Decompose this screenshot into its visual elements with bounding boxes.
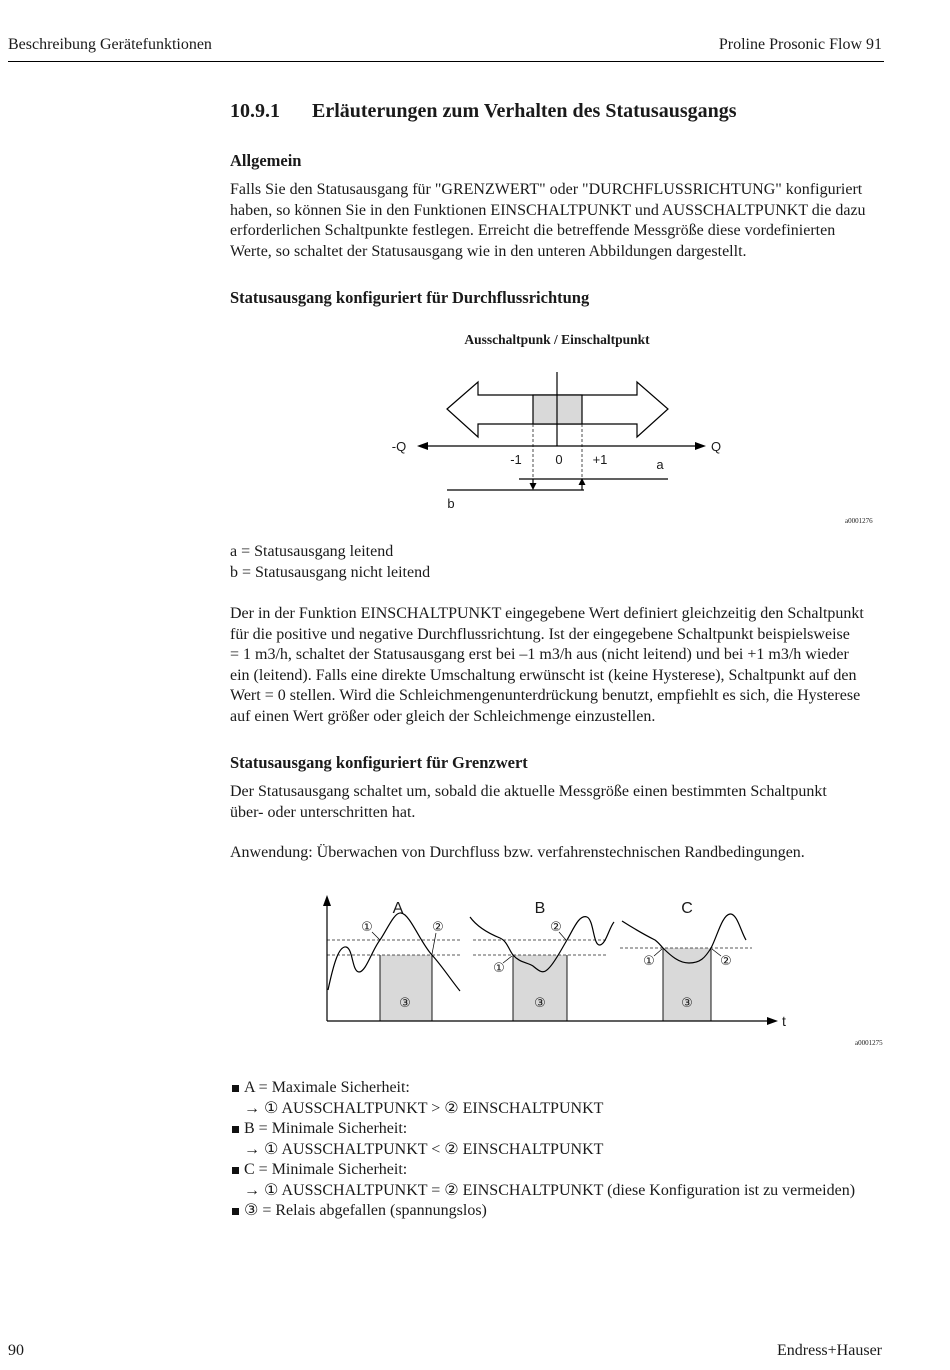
value-axis-arrowhead <box>323 895 331 906</box>
list-item-relay: ③ = Relais abgefallen (spannungslos) <box>244 1201 855 1222</box>
marker-switch-off-b: ① <box>493 961 505 976</box>
switch-off-arrowhead <box>530 483 537 490</box>
list-item-c: C = Minimale Sicherheit: <box>244 1160 855 1181</box>
paragraph-line: erforderlichen Schaltpunkte festlegen. Erreicht die betreffende Messgröße diese vordefinierten <box>230 222 836 239</box>
marker-leader <box>432 933 436 954</box>
section-number: 10.9.1 <box>230 100 280 122</box>
page-number: 90 <box>8 1342 24 1359</box>
paragraph-line: = 1 m3/h, schaltet der Statusausgang erst bei –1 m3/h aus (nicht leitend) und bei +1 m3/h wieder <box>230 646 849 663</box>
marker-relay-off-c: ③ <box>681 996 693 1011</box>
paragraph-line: Der in der Funktion EINSCHALTPUNKT eingegebene Wert definiert gleichzeitig den Schaltpunkt <box>230 605 864 622</box>
output-a-label: a <box>656 457 664 472</box>
list-item-c-rule: → ① AUSSCHALTPUNKT = ② EINSCHALTPUNKT (diese Konfiguration ist zu vermeiden) <box>244 1181 856 1199</box>
output-b-label: b <box>447 496 455 511</box>
paragraph-line: haben, so können Sie in den Funktionen EINSCHALTPUNKT und AUSSCHALTPUNKT die dazu <box>230 201 866 219</box>
paragraph-limit-value <box>230 782 827 823</box>
list-item-a-rule: → ① AUSSCHALTPUNKT > ② EINSCHALTPUNKT <box>244 1099 604 1117</box>
panel-label-a: A <box>392 900 404 917</box>
paragraph-line: über- oder unterschritten hat. <box>230 803 416 821</box>
paragraph-application <box>230 843 805 864</box>
subheading-general: Allgemein <box>230 151 302 170</box>
relay-off-zone-b <box>513 955 567 1021</box>
time-axis-arrowhead <box>767 1017 778 1025</box>
axis-left-arrowhead <box>417 442 428 450</box>
tick-label-plus-one: +1 <box>592 452 608 467</box>
safety-mode-list <box>244 1078 855 1222</box>
diagram-title: Ausschaltpunk / Einschaltpunkt <box>464 332 650 347</box>
tick-label-minus-one: -1 <box>510 452 522 467</box>
running-header-chapter: Beschreibung Gerätefunktionen <box>8 36 212 53</box>
marker-relay-off-a: ③ <box>399 996 411 1011</box>
relay-off-zone-a <box>380 955 432 1021</box>
marker-switch-on-b: ② <box>550 920 562 935</box>
legend-item-a: a = Statusausgang leitend <box>230 543 394 560</box>
paragraph-line: Wert = 0 stellen. Wird die Schleichmengenunterdrückung benutzt, empfiehlt es sich, die Hysterese <box>230 687 861 704</box>
positive-flow-label: Q <box>710 439 722 454</box>
subheading-flow-direction: Statusausgang konfiguriert für Durchflussrichtung <box>230 288 590 307</box>
marker-relay-off-b: ③ <box>534 996 546 1011</box>
figure-legend <box>230 542 430 583</box>
marker-switch-on-c: ② <box>720 954 732 969</box>
marker-switch-off-a: ① <box>361 920 373 935</box>
paragraph-flow-direction <box>230 604 864 727</box>
paragraph-general <box>230 180 866 262</box>
paragraph-line: auf einen Wert größer oder gleich der Schleichmenge einzustellen. <box>230 707 656 725</box>
axis-right-arrowhead <box>695 442 706 450</box>
paragraph-line: Falls Sie den Statusausgang für "GRENZWERT" oder "DURCHFLUSSRICHTUNG" konfiguriert <box>230 181 863 198</box>
subheading-limit-value: Statusausgang konfiguriert für Grenzwert <box>230 753 528 772</box>
marker-switch-off-c: ① <box>643 954 655 969</box>
marker-leader <box>372 932 380 940</box>
list-item-b: B = Minimale Sicherheit: <box>244 1119 855 1140</box>
footer-publisher: Endress+Hauser <box>777 1342 882 1359</box>
paragraph-line: Anwendung: Überwachen von Durchfluss bzw. verfahrenstechnischen Randbedingungen. <box>230 844 805 861</box>
marker-leader <box>654 949 662 956</box>
paragraph-line: Werte, so schaltet der Statusausgang wie in den unteren Abbildungen dargestellt. <box>230 242 747 260</box>
running-header-product: Proline Prosonic Flow 91 <box>718 36 882 53</box>
time-axis-label: t <box>782 1013 786 1029</box>
paragraph-line: Der Statusausgang schaltet um, sobald die aktuelle Messgröße einen bestimmten Schaltpunkt <box>230 783 827 800</box>
list-item-b-rule: → ① AUSSCHALTPUNKT < ② EINSCHALTPUNKT <box>244 1140 604 1158</box>
header-rule <box>8 61 884 62</box>
legend-item-b: b = Statusausgang nicht leitend <box>230 563 431 581</box>
limit-value-diagram <box>300 885 890 1050</box>
list-item-a: A = Maximale Sicherheit: <box>244 1078 855 1099</box>
section-title: Erläuterungen zum Verhalten des Statusausgangs <box>312 100 737 122</box>
negative-flow-label: -Q <box>391 439 407 454</box>
paragraph-line: ein (leitend). Falls eine direkte Umschaltung erwünscht ist (keine Hysterese), Schaltpunkt auf den <box>230 666 857 684</box>
marker-switch-on-a: ② <box>432 920 444 935</box>
panel-label-b: B <box>534 900 546 917</box>
paragraph-line: für die positive und negative Durchflussrichtung. Ist der eingegebene Schaltpunkt beispielsweise <box>230 625 850 643</box>
flow-direction-diagram <box>380 325 890 530</box>
figure-id: a0001276 <box>845 517 873 525</box>
panel-label-c: C <box>681 900 693 917</box>
tick-label-zero: 0 <box>555 452 563 467</box>
figure-id: a0001275 <box>855 1039 883 1047</box>
